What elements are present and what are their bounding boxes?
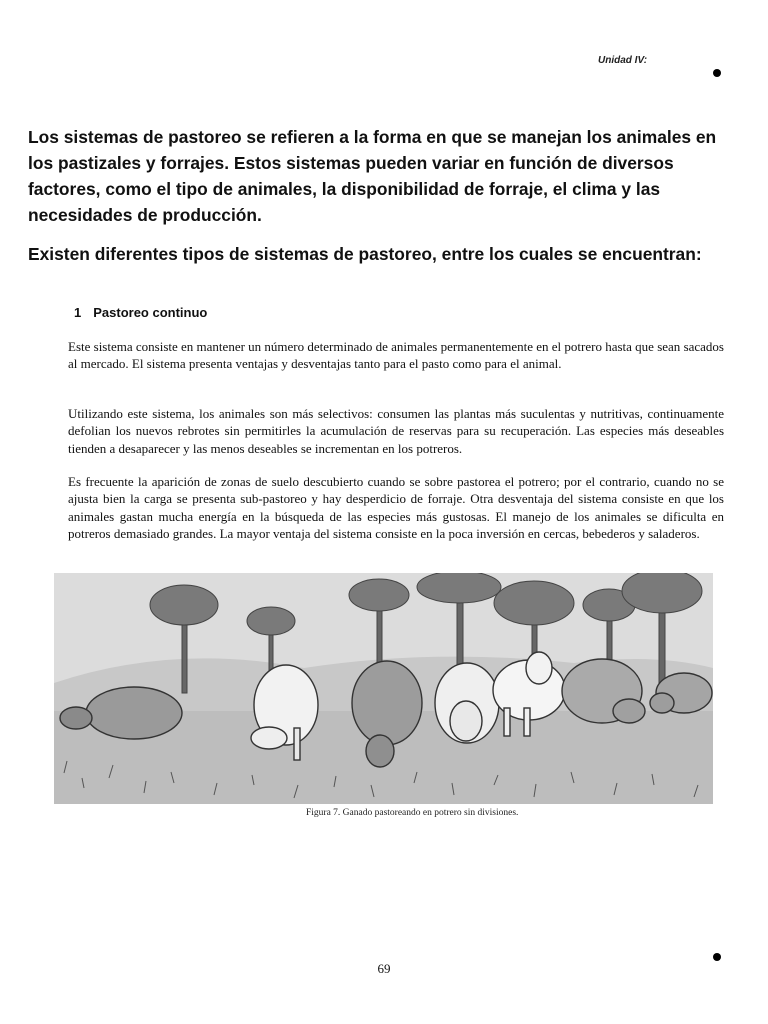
figure-caption: Figura 7. Ganado pastoreando en potrero sin divisiones. bbox=[306, 808, 519, 818]
section-title: Pastoreo continuo bbox=[93, 305, 208, 320]
section-intro-heading: Existen diferentes tipos de sistemas de pastoreo, entre los cuales se encuentran: bbox=[28, 244, 702, 264]
intro-paragraph: Los sistemas de pastoreo se refieren a la forma en que se manejan los animales en los pastizales y forrajes. Estos sistemas pueden variar en función de diversos factores, como el tipo de animales, la disponibilidad de forraje, el clima y las necesidades de producción. bbox=[28, 127, 717, 225]
bullet-dot-top bbox=[713, 69, 721, 77]
section-heading bbox=[74, 305, 207, 320]
section-number: 1 bbox=[74, 305, 82, 320]
body-paragraph: Utilizando este sistema, los animales son más selectivos: consumen las plantas más suculentas y nutritivas, continuamente defolian los nuevos rebrotes sin permitirles la acumulación de reservas para su recuperación. Las especies más deseables tienden a desaparecer y las menos deseables se incrementan en los potreros. bbox=[68, 406, 724, 456]
body-paragraph: Es frecuente la aparición de zonas de suelo descubierto cuando se sobre pastorea el potrero; por el contrario, cuando no se ajusta bien la carga se presenta sub-pastoreo y hay desperdicio de forraje. Otra desventaja del sistema consiste en que los animales gastan mucha energía en la búsqueda de las especies más gustosas. El manejo de los animales se dificulta en potreros demasiado grandes. La mayor ventaja del sistema consiste en la poca inversión en cercas, bebederos y saladeros. bbox=[68, 474, 724, 541]
grazing-cattle-illustration bbox=[54, 573, 713, 804]
bullet-dot-bottom bbox=[713, 953, 721, 961]
page-number: 69 bbox=[377, 961, 391, 976]
body-paragraph: Este sistema consiste en mantener un número determinado de animales permanentemente en el potrero hasta que sean sacados al mercado. El sistema presenta ventajas y desventajas tanto para el pasto como para el animal. bbox=[68, 339, 724, 372]
unit-header: Unidad IV: bbox=[598, 55, 648, 66]
